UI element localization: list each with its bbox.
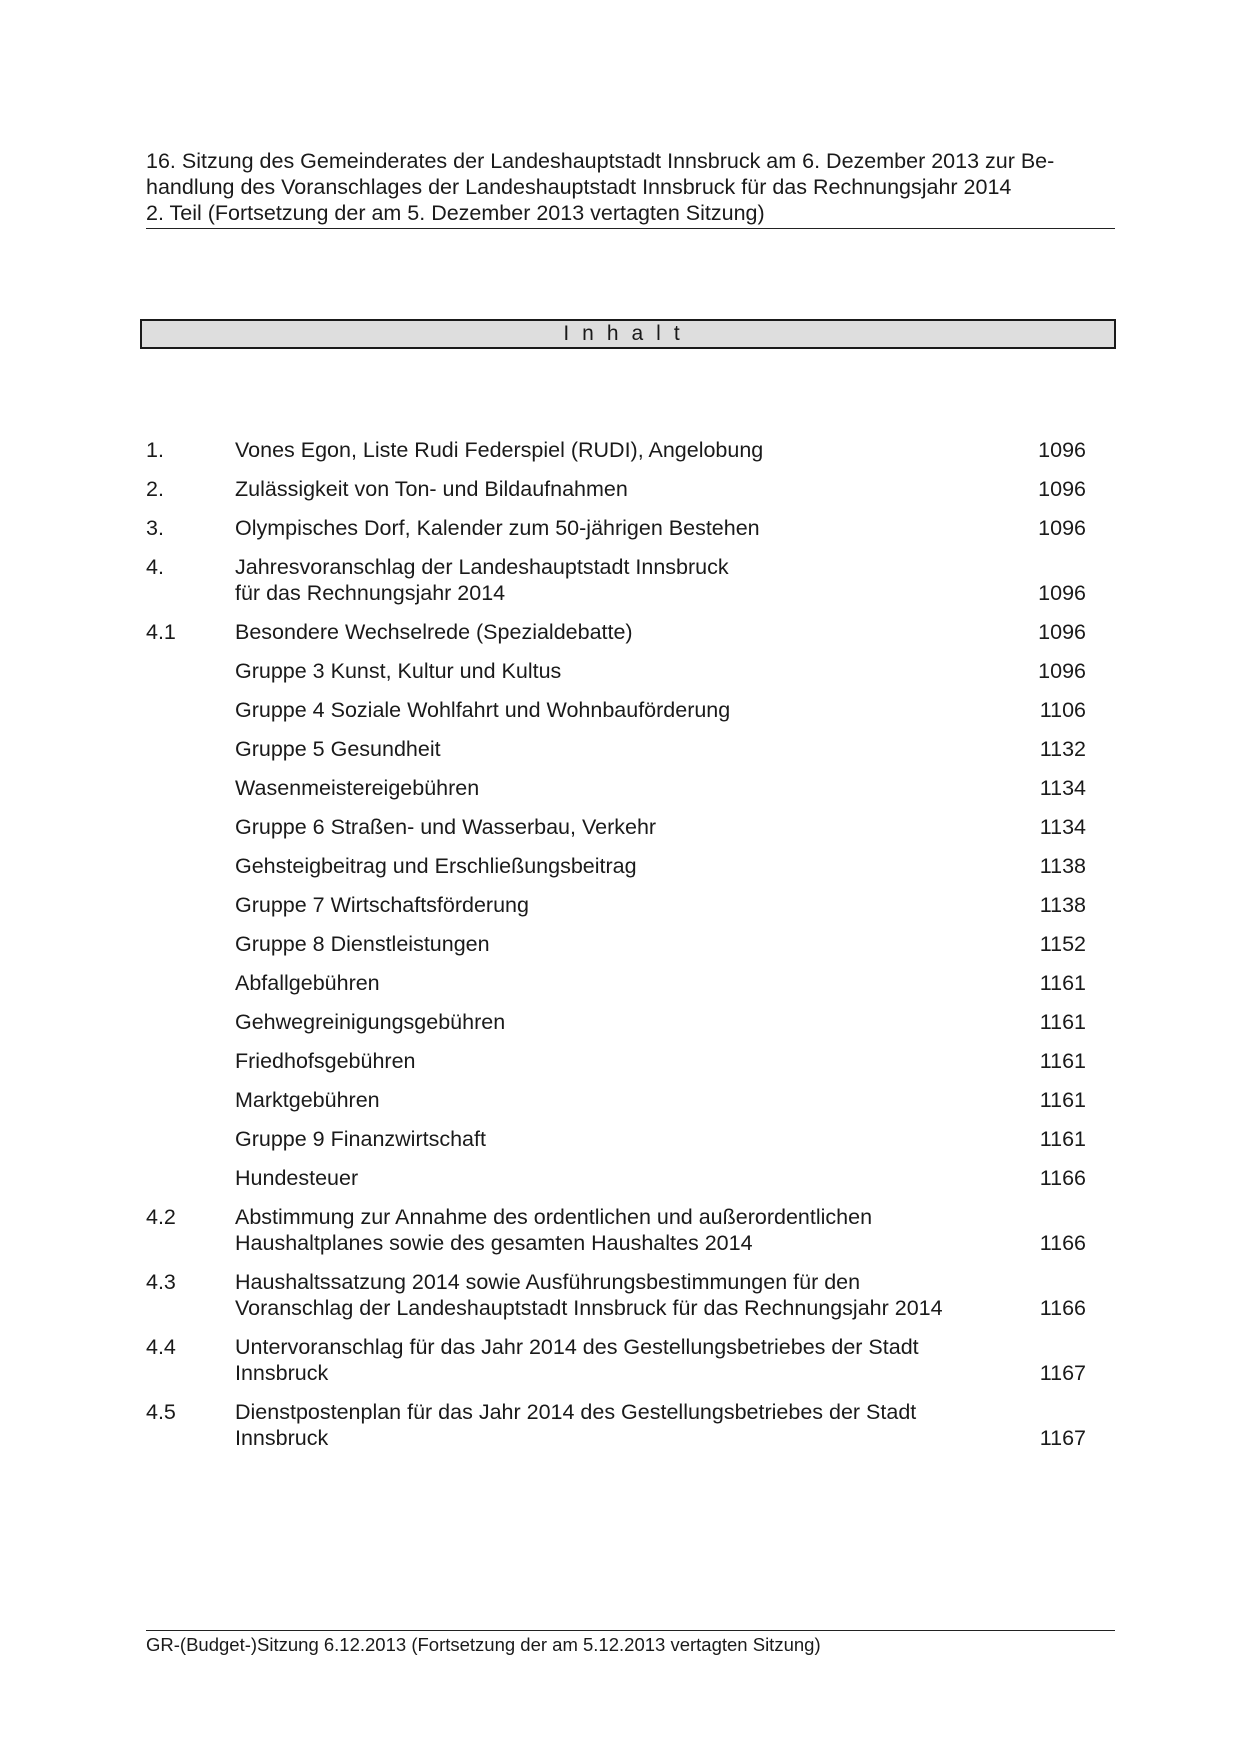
toc-entry-title bbox=[235, 554, 1015, 606]
toc-entry-page: 1138 bbox=[1039, 893, 1086, 917]
toc-entry bbox=[146, 931, 1116, 957]
toc-entry-title bbox=[235, 658, 1015, 684]
toc-entry-page: 1096 bbox=[1038, 620, 1086, 644]
toc-entry-page: 1134 bbox=[1039, 815, 1086, 839]
toc-entry-title bbox=[235, 1269, 1015, 1321]
toc-entry-title bbox=[235, 1009, 1015, 1035]
toc-entry-title-line: Vones Egon, Liste Rudi Federspiel (RUDI), Angelobung bbox=[235, 438, 764, 462]
toc-entry-page: 1152 bbox=[1039, 932, 1086, 956]
toc-entry-page: 1096 bbox=[1038, 581, 1086, 605]
toc-entry-page: 1096 bbox=[1038, 659, 1086, 683]
toc-entry-title-line: Gruppe 8 Dienstleistungen bbox=[235, 932, 490, 956]
toc-entry-page: 1132 bbox=[1039, 737, 1086, 761]
toc-entry bbox=[146, 1126, 1116, 1152]
toc-entry-title bbox=[235, 515, 1015, 541]
toc-entry-title-line: Gruppe 3 Kunst, Kultur und Kultus bbox=[235, 659, 562, 683]
header-divider bbox=[146, 228, 1115, 229]
toc-entry-page: 1166 bbox=[1039, 1296, 1086, 1320]
toc-entry-title bbox=[235, 775, 1015, 801]
toc-entry-page: 1106 bbox=[1039, 698, 1086, 722]
toc-entry-number: 3. bbox=[146, 516, 164, 540]
toc-entry-title-line: Hundesteuer bbox=[235, 1166, 359, 1190]
toc-entry bbox=[146, 1334, 1116, 1386]
toc-entry-page: 1096 bbox=[1038, 477, 1086, 501]
toc-entry-title bbox=[235, 1334, 1015, 1386]
toc-entry bbox=[146, 1399, 1116, 1451]
header-line-2: handlung des Voranschlages der Landeshauptstadt Innsbruck für das Rechnungsjahr 2014 bbox=[146, 175, 1012, 199]
toc-entry bbox=[146, 736, 1116, 762]
toc-entry bbox=[146, 619, 1116, 645]
toc-entry bbox=[146, 1165, 1116, 1191]
toc-entry bbox=[146, 697, 1116, 723]
toc-entry bbox=[146, 1087, 1116, 1113]
toc-entry-number: 4.3 bbox=[146, 1270, 176, 1294]
toc-entry-title bbox=[235, 1048, 1015, 1074]
toc-entry-page: 1096 bbox=[1038, 438, 1086, 462]
toc-entry-title bbox=[235, 931, 1015, 957]
toc-entry bbox=[146, 1269, 1116, 1321]
footer-divider bbox=[146, 1630, 1115, 1631]
toc-entry bbox=[146, 515, 1116, 541]
toc-entry-page: 1096 bbox=[1038, 516, 1086, 540]
table-of-contents bbox=[146, 437, 1116, 1464]
toc-entry bbox=[146, 1048, 1116, 1074]
toc-entry-title bbox=[235, 892, 1015, 918]
toc-entry-title-line: Gruppe 4 Soziale Wohlfahrt und Wohnbauförderung bbox=[235, 698, 731, 722]
toc-entry-number: 4. bbox=[146, 555, 164, 579]
toc-entry-title bbox=[235, 1204, 1015, 1256]
toc-entry bbox=[146, 658, 1116, 684]
toc-entry-title-line: Zulässigkeit von Ton- und Bildaufnahmen bbox=[235, 477, 628, 501]
toc-entry-title-line: Jahresvoranschlag der Landeshauptstadt Innsbruck bbox=[235, 555, 729, 579]
toc-entry-title-line: Voranschlag der Landeshauptstadt Innsbruck für das Rechnungsjahr 2014 bbox=[235, 1296, 943, 1320]
toc-entry-title-line: Olympisches Dorf, Kalender zum 50-jährigen Bestehen bbox=[235, 516, 760, 540]
toc-entry-title-line: für das Rechnungsjahr 2014 bbox=[235, 581, 506, 605]
toc-entry-title bbox=[235, 1399, 1015, 1451]
toc-entry-title-line: Wasenmeistereigebühren bbox=[235, 776, 480, 800]
toc-entry-page: 1161 bbox=[1039, 1049, 1086, 1073]
toc-entry-page: 1161 bbox=[1039, 1088, 1086, 1112]
toc-entry bbox=[146, 1204, 1116, 1256]
toc-entry-number: 1. bbox=[146, 438, 164, 462]
toc-entry-title bbox=[235, 1087, 1015, 1113]
toc-entry-title bbox=[235, 1126, 1015, 1152]
page-footer: GR-(Budget-)Sitzung 6.12.2013 (Fortsetzung der am 5.12.2013 vertagten Sitzung) bbox=[146, 1634, 821, 1655]
toc-entry-page: 1161 bbox=[1039, 1010, 1086, 1034]
toc-entry-title-line: Marktgebühren bbox=[235, 1088, 380, 1112]
toc-entry-title-line: Gehwegreinigungsgebühren bbox=[235, 1010, 506, 1034]
toc-entry-number: 2. bbox=[146, 477, 164, 501]
toc-entry-number: 4.4 bbox=[146, 1335, 176, 1359]
toc-entry-page: 1161 bbox=[1039, 1127, 1086, 1151]
toc-entry-title-line: Besondere Wechselrede (Spezialdebatte) bbox=[235, 620, 633, 644]
toc-title-box bbox=[140, 319, 1116, 349]
toc-entry-title-line: Untervoranschlag für das Jahr 2014 des Gestellungsbetriebes der Stadt bbox=[235, 1335, 919, 1359]
toc-entry-title-line: Gruppe 5 Gesundheit bbox=[235, 737, 441, 761]
toc-entry-title-line: Gruppe 7 Wirtschaftsförderung bbox=[235, 893, 529, 917]
toc-entry-title-line: Haushaltssatzung 2014 sowie Ausführungsbestimmungen für den bbox=[235, 1270, 861, 1294]
toc-entry-title bbox=[235, 970, 1015, 996]
header-line-3: 2. Teil (Fortsetzung der am 5. Dezember 2013 vertagten Sitzung) bbox=[146, 201, 765, 225]
toc-entry-title-line: Friedhofsgebühren bbox=[235, 1049, 416, 1073]
toc-entry-page: 1161 bbox=[1039, 971, 1086, 995]
toc-entry-title-line: Haushaltplanes sowie des gesamten Haushaltes 2014 bbox=[235, 1231, 753, 1255]
toc-entry-page: 1138 bbox=[1039, 854, 1086, 878]
toc-entry-title-line: Innsbruck bbox=[235, 1361, 329, 1385]
toc-entry-title bbox=[235, 1165, 1015, 1191]
toc-entry-title bbox=[235, 736, 1015, 762]
toc-entry bbox=[146, 970, 1116, 996]
toc-entry-title-line: Innsbruck bbox=[235, 1426, 329, 1450]
toc-entry-page: 1167 bbox=[1039, 1361, 1086, 1385]
toc-entry-number: 4.5 bbox=[146, 1400, 176, 1424]
toc-entry-page: 1166 bbox=[1039, 1166, 1086, 1190]
toc-entry bbox=[146, 1009, 1116, 1035]
toc-entry bbox=[146, 814, 1116, 840]
toc-entry-page: 1134 bbox=[1039, 776, 1086, 800]
toc-entry-page: 1167 bbox=[1039, 1426, 1086, 1450]
toc-entry-number: 4.2 bbox=[146, 1205, 176, 1229]
toc-title: Inhalt bbox=[563, 322, 693, 345]
header-line-1: 16. Sitzung des Gemeinderates der Landeshauptstadt Innsbruck am 6. Dezember 2013 zur Be- bbox=[146, 149, 1055, 173]
toc-entry bbox=[146, 476, 1116, 502]
toc-entry-title bbox=[235, 814, 1015, 840]
toc-entry-title bbox=[235, 853, 1015, 879]
toc-entry-title-line: Dienstpostenplan für das Jahr 2014 des Gestellungsbetriebes der Stadt bbox=[235, 1400, 917, 1424]
toc-entry-title bbox=[235, 476, 1015, 502]
toc-entry-title-line: Abstimmung zur Annahme des ordentlichen und außerordentlichen bbox=[235, 1205, 873, 1229]
toc-entry-title bbox=[235, 437, 1015, 463]
toc-entry-title-line: Gruppe 9 Finanzwirtschaft bbox=[235, 1127, 486, 1151]
toc-entry-title bbox=[235, 619, 1015, 645]
toc-entry-number: 4.1 bbox=[146, 620, 176, 644]
toc-entry bbox=[146, 554, 1116, 606]
toc-entry bbox=[146, 437, 1116, 463]
toc-entry-title bbox=[235, 697, 1015, 723]
toc-entry-page: 1166 bbox=[1039, 1231, 1086, 1255]
toc-entry-title-line: Gehsteigbeitrag und Erschließungsbeitrag bbox=[235, 854, 637, 878]
toc-entry-title-line: Gruppe 6 Straßen- und Wasserbau, Verkehr bbox=[235, 815, 657, 839]
toc-entry bbox=[146, 892, 1116, 918]
toc-entry-title-line: Abfallgebühren bbox=[235, 971, 380, 995]
document-header bbox=[146, 148, 1116, 226]
toc-entry bbox=[146, 775, 1116, 801]
toc-entry bbox=[146, 853, 1116, 879]
